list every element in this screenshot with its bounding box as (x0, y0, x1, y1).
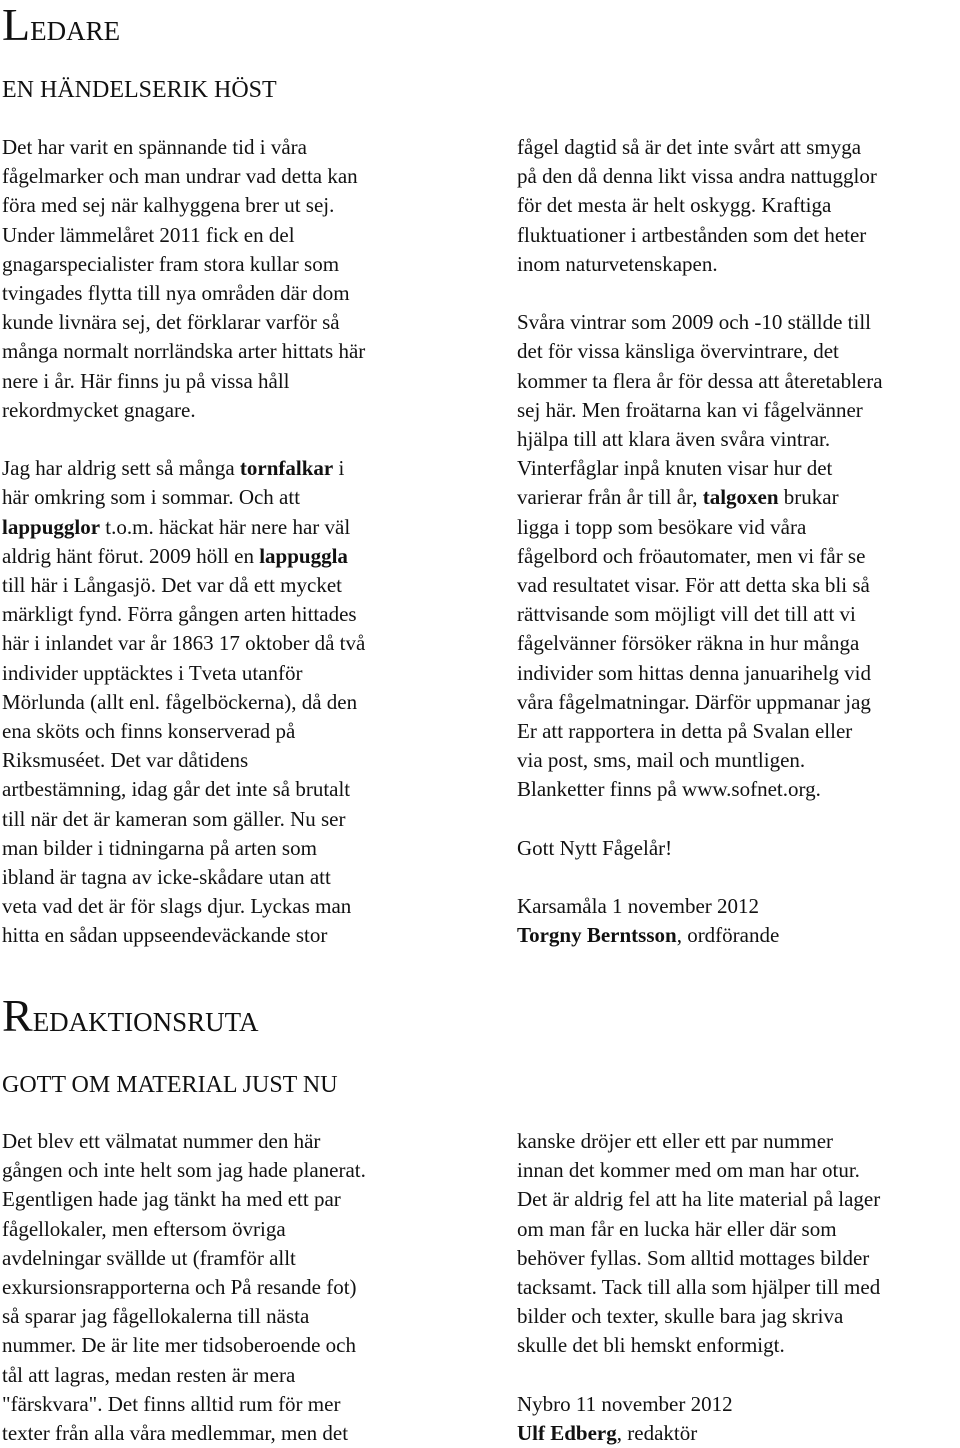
ledare-left-column (2, 133, 446, 951)
bold-term-tornfalkar: tornfalkar (239, 456, 334, 481)
text-run: brukar ligga i topp som besökare vid våra fågelbord och fröautomater, men vi får se vad resultatet visar. För att detta ska bli så rättvisande som möjligt vill det till att vi fågelvänner försöker räkna in hur många individer som hittas denna januarihelg vid våra fågelmatningar. Därför uppmanar jag Er att rapportera in detta på Svalan eller via post, sms, mail och muntligen. Blanketter finns på www.sofnet.org. (517, 485, 872, 802)
ledare-left-paragraph-2 (2, 454, 446, 950)
redaktionsruta-heading-rest: EDAKTIONSRUTA (32, 1007, 259, 1037)
ledare-title: EN HÄNDELSERIK HÖST (2, 77, 277, 103)
text-run: t.o.m. häckat här nere har väl aldrig hänt förut. 2009 höll en (2, 514, 351, 568)
redaktionsruta-left-paragraph-1: Det blev ett välmatat nummer den här gången och inte helt som jag hade planerat. Egentligen hade jag tänkt ha med ett par fågellokaler, men eftersom övriga avdelningar svällde ut (framför allt exkursionsrapporterna och På resande fot) så sparar jag fågellokalerna till nästa nummer. De är lite mer tidsoberoende och tål att lagras, medan resten är mera "färskvara". Det finns alltid rum för mer texter från alla våra medlemmar, men det (2, 1129, 366, 1446)
redaktionsruta-sign-place-date: Nybro 11 november 2012 (517, 1391, 733, 1416)
ledare-heading (2, 2, 120, 48)
ledare-sign-place-date: Karsamåla 1 november 2012 (517, 894, 760, 919)
ledare-signature (517, 921, 960, 950)
text-run: Jag har aldrig sett så många (2, 456, 240, 481)
ledare-right-column (517, 133, 960, 951)
redaktionsruta-heading-initial: R (2, 990, 33, 1041)
ledare-signature-name: Torgny Berntsson (517, 923, 677, 948)
ledare-heading-rest: EDARE (30, 16, 121, 46)
ledare-left-paragraph-1: Det har varit en spännande tid i våra fågelmarker och man undrar vad detta kan föra med sej när kalhyggena brer ut sej. Under lämmelåret 2011 fick en del gnagarspecialister fram stora kullar som tvingades flytta till nya områden där dom kunde livnära sej, det förklarar varför så många normalt norrländska arter hittats här nere i år. Här finns ju på vissa håll rekordmycket gnagare. (2, 135, 366, 422)
text-run: till här i Långasjö. Det var då ett mycket märkligt fynd. Förra gången arten hittades här i inlandet var år 1863 17 oktober då två individer upptäcktes i Tveta utanför Mörlunda (allt enl. fågelböckerna), då den ena sköts och finns konserverad på Riksmuséet. Det var dåtidens artbestämning, idag går det inte så brutalt till när det är kameran som gäller. Nu ser man bilder i tidningarna på arten som ibland är tagna av icke-skådare utan att veta vad det är för slags djur. Lyckas man hitta en sådan uppseendeväckande stor (2, 573, 366, 948)
redaktionsruta-signature-role: , redaktör (616, 1421, 698, 1446)
redaktionsruta-signature-name: Ulf Edberg (517, 1421, 617, 1446)
text-run: i här omkring som i sommar. Och att (2, 456, 345, 510)
bold-term-lappuggla: lappuggla (259, 543, 348, 568)
redaktionsruta-title: GOTT OM MATERIAL JUST NU (2, 1072, 338, 1098)
ledare-right-paragraph-1: fågel dagtid så är det inte svårt att smyga på den då denna likt vissa andra nattugglor för det mesta är helt oskygg. Kraftiga fluktuationer i artbestånden som det heter inom naturvetenskapen. (517, 135, 877, 276)
redaktionsruta-heading (2, 990, 259, 1041)
ledare-right-paragraph-2 (517, 308, 960, 804)
ledare-greeting: Gott Nytt Fågelår! (517, 835, 673, 860)
redaktionsruta-signature (517, 1419, 960, 1448)
bold-term-talgoxen: talgoxen (702, 485, 779, 510)
bold-term-lappugglor: lappugglor (2, 514, 101, 539)
text-run: Svåra vintrar som 2009 och -10 ställde till det för vissa känsliga övervintrare, det kommer ta flera år för dessa att återetablera sej här. Men froätarna kan vi fågelvänner hjälpa till att klara även svåra vintrar. Vinterfåglar inpå knuten visar hur det varierar från år till år, (517, 310, 883, 510)
ledare-heading-initial: L (2, 0, 31, 50)
redaktionsruta-left-column (2, 1127, 446, 1448)
redaktionsruta-right-paragraph-1: kanske dröjer ett eller ett par nummer innan det kommer med om man har otur. Det är aldrig fel att ha lite material på lager om man får en lucka här eller där som behöver fyllas. Som alltid mottages bilder tacksamt. Tack till alla som hjälper till med bilder och texter, skulle bara jag skriva skulle det bli hemskt enformigt. (517, 1129, 881, 1358)
ledare-signature-role: , ordförande (676, 923, 780, 948)
redaktionsruta-right-column (517, 1127, 960, 1448)
